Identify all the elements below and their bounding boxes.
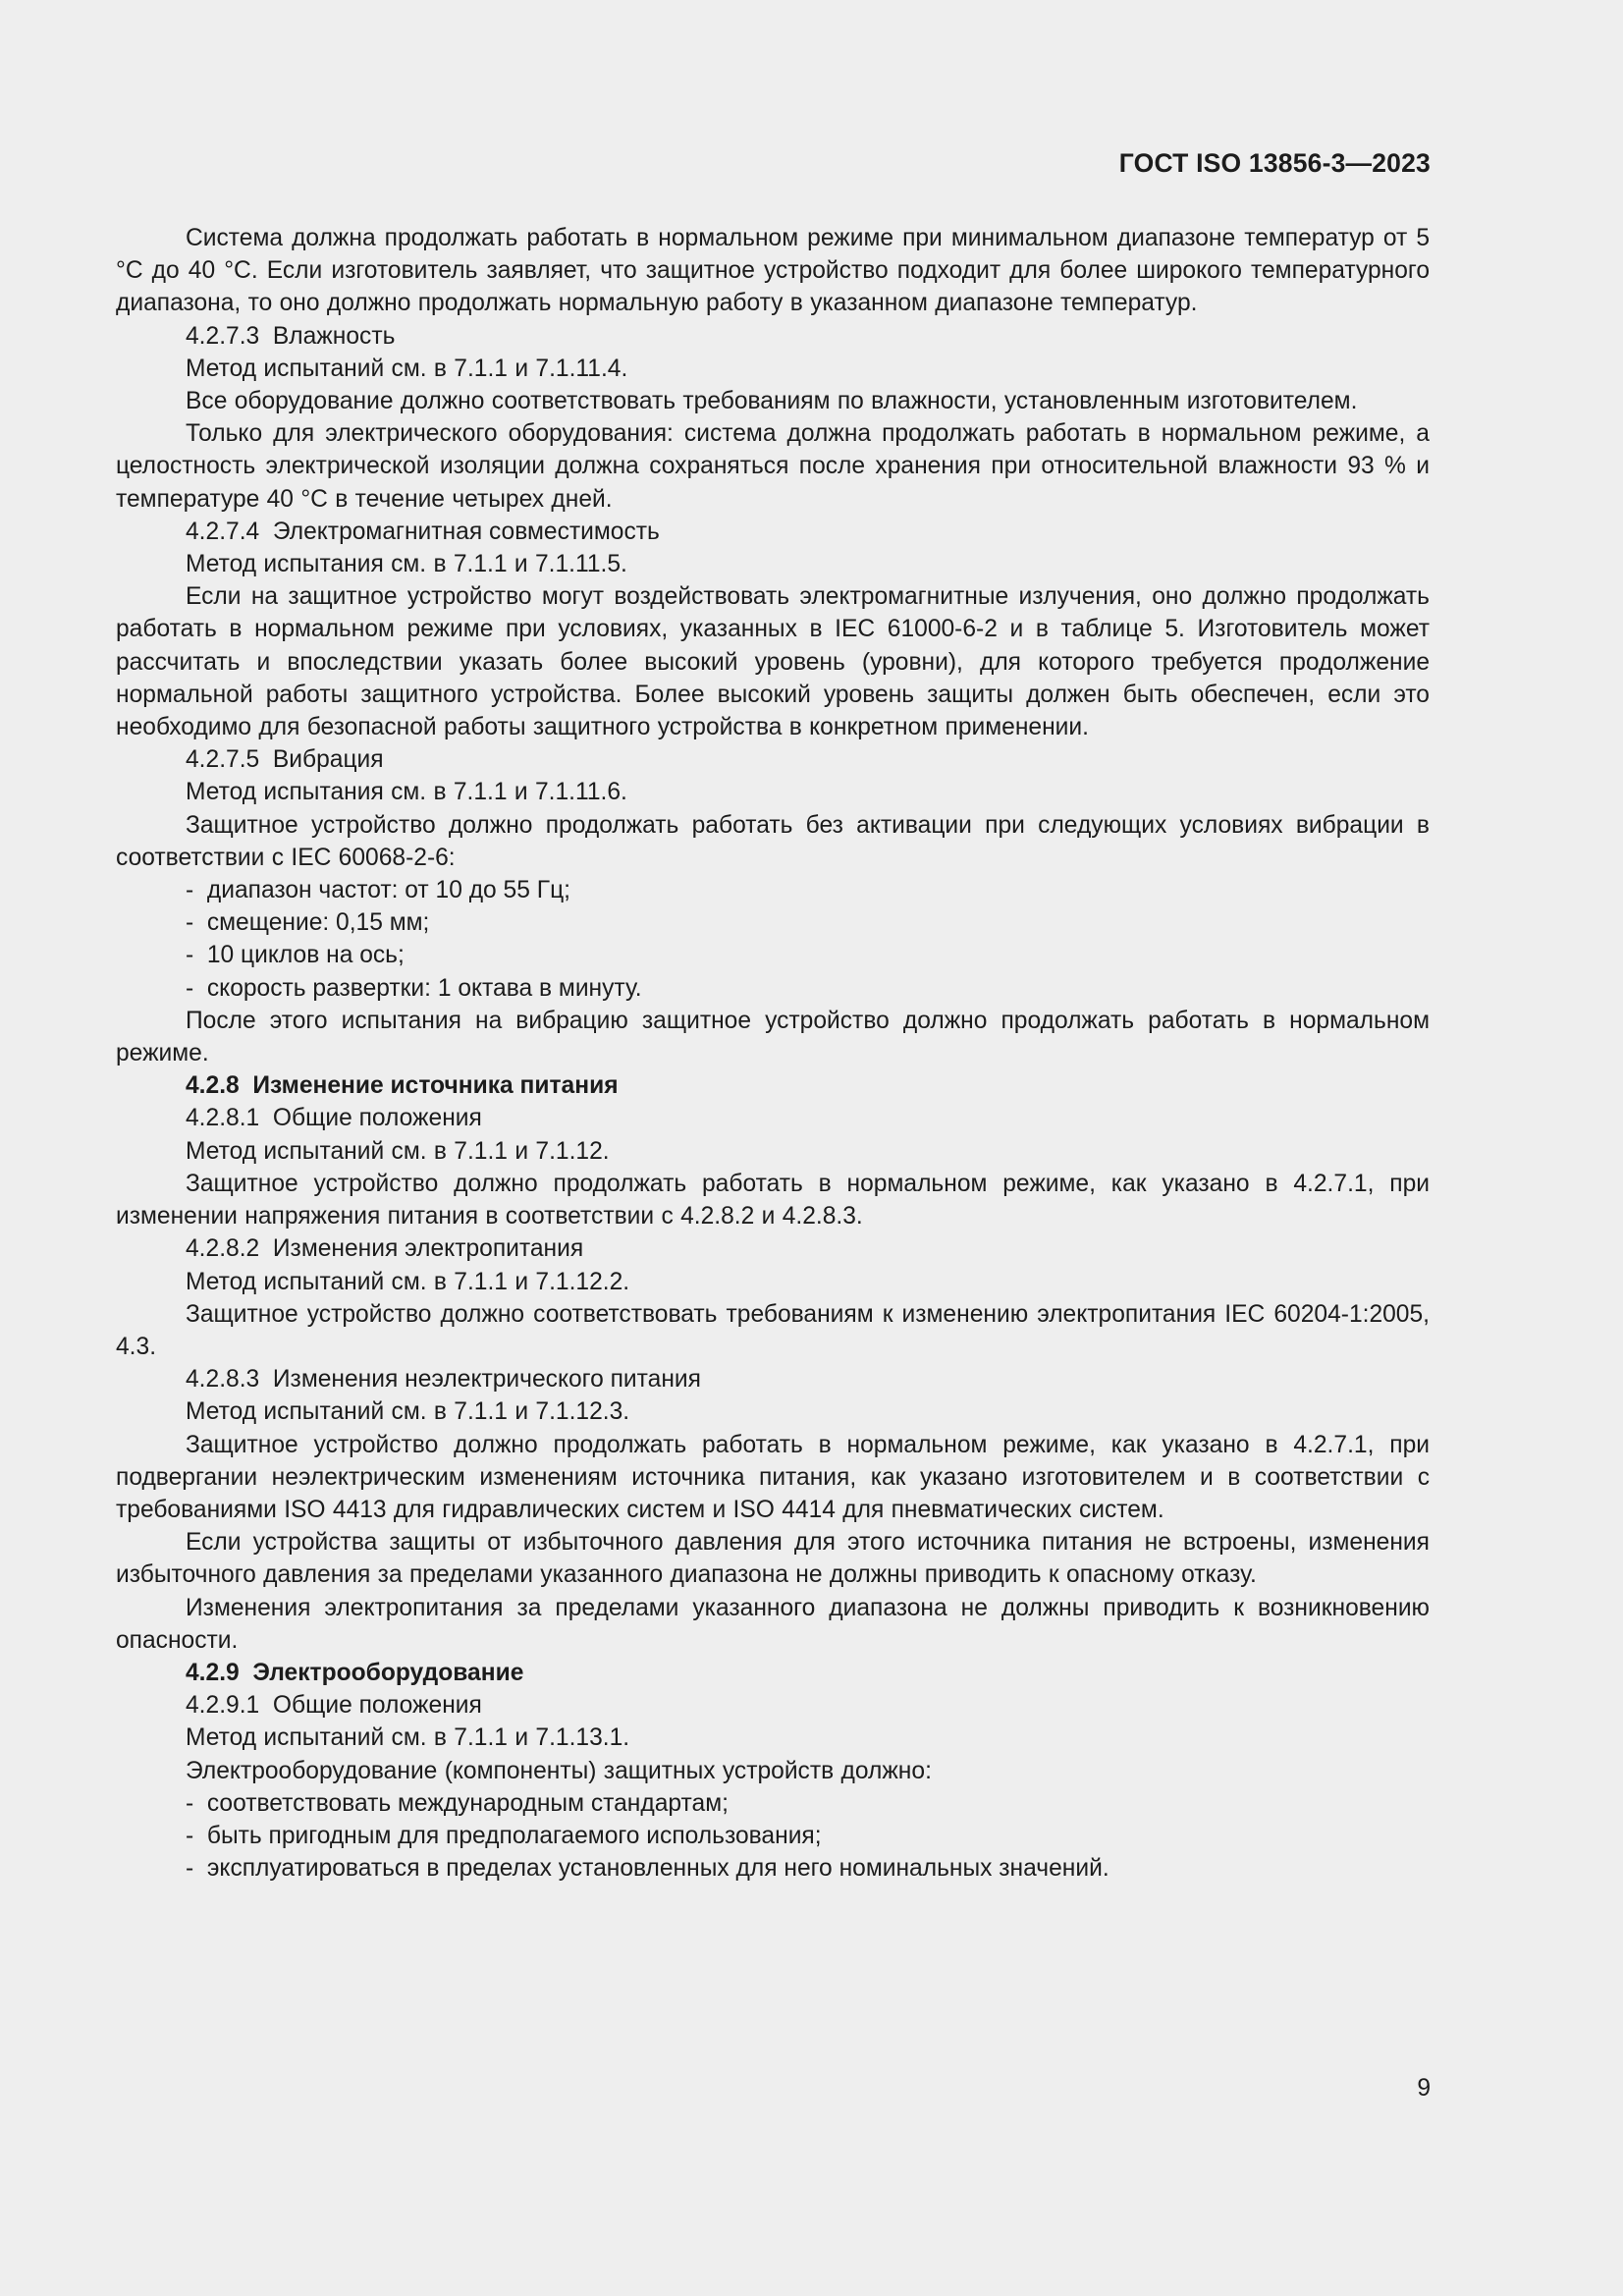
list-item: - эксплуатироваться в пределах установленных для него номинальных значений.	[186, 1855, 1109, 1883]
section-heading: 4.2.8 Изменение источника питания	[186, 1072, 619, 1100]
subsection-heading: 4.2.7.3 Влажность	[186, 322, 396, 350]
list-item: - смещение: 0,15 мм;	[186, 909, 430, 937]
paragraph: Если на защитное устройство могут воздействовать электромагнитные излучения, оно должно продолжать работать в нормальном режиме при условиях, указанных в IEC 61000-6-2 и в таблице 5. Изготовитель может рассчитать и впоследствии указать более высокий уровень (уровни), для которого требуется продолжение нормальной работы защитного устройства. Более высокий уровень защиты должен быть обеспечен, если это необходимо для безопасной работы защитного устройства в конкретном применении.	[116, 583, 1430, 741]
list-item: - скорость развертки: 1 октава в минуту.	[186, 974, 642, 1002]
paragraph: Электрооборудование (компоненты) защитных устройств должно:	[186, 1757, 932, 1784]
subsection-heading: 4.2.8.3 Изменения неэлектрического питания	[186, 1366, 701, 1394]
paragraph: После этого испытания на вибрацию защитное устройство должно продолжать работать в нормальном режиме.	[116, 1007, 1430, 1067]
paragraph: Защитное устройство должно продолжать работать в нормальном режиме, как указано в 4.2.7.1, при подвергании неэлектрическим изменениям источника питания, как указано изготовителем и в соответствии с требованиями ISO 4413 для гидравлических систем и ISO 4414 для пневматических систем.	[116, 1431, 1430, 1523]
paragraph: Защитное устройство должно продолжать работать в нормальном режиме, как указано в 4.2.7.1, при изменении напряжения питания в соответствии с 4.2.8.2 и 4.2.8.3.	[116, 1170, 1430, 1230]
paragraph: Система должна продолжать работать в нормальном режиме при минимальном диапазоне температур от 5 °С до 40 °С. Если изготовитель заявляет, что защитное устройство подходит для более широкого температурного диапазона, то оно должно продолжать нормальную работу в указанном диапазоне температур.	[116, 225, 1430, 317]
paragraph: Метод испытаний см. в 7.1.1 и 7.1.12.	[186, 1137, 610, 1165]
paragraph: Метод испытания см. в 7.1.1 и 7.1.11.6.	[186, 779, 627, 806]
paragraph: Метод испытаний см. в 7.1.1 и 7.1.12.2.	[186, 1268, 630, 1295]
subsection-heading: 4.2.8.2 Изменения электропитания	[186, 1235, 584, 1263]
paragraph: Если устройства защиты от избыточного давления для этого источника питания не встроены, изменения избыточного давления за пределами указанного диапазона не должны приводить к опасному отказу.	[116, 1529, 1430, 1589]
list-item: - диапазон частот: от 10 до 55 Гц;	[186, 877, 570, 904]
page-number: 9	[1417, 2075, 1431, 2102]
paragraph: Только для электрического оборудования: система должна продолжать работать в нормальном режиме, а целостность электрической изоляции должна сохраняться после хранения при относительной влажности 93 % и температуре 40 °С в течение четырех дней.	[116, 420, 1430, 513]
paragraph: Метод испытания см. в 7.1.1 и 7.1.11.5.	[186, 551, 627, 578]
paragraph: Защитное устройство должно продолжать работать без активации при следующих условиях вибрации в соответствии с IEC 60068-2-6:	[116, 811, 1430, 871]
subsection-heading: 4.2.8.1 Общие положения	[186, 1105, 482, 1132]
document-body	[116, 222, 1430, 1885]
list-item: - 10 циклов на ось;	[186, 942, 405, 969]
paragraph: Защитное устройство должно соответствовать требованиям к изменению электропитания IEC 60204-1:2005, 4.3.	[116, 1300, 1430, 1360]
document-header: ГОСТ ISO 13856-3—2023	[1118, 148, 1431, 178]
paragraph: Изменения электропитания за пределами указанного диапазона не должны приводить к возникновению опасности.	[116, 1594, 1430, 1654]
list-item: - быть пригодным для предполагаемого использования;	[186, 1822, 822, 1849]
paragraph: Все оборудование должно соответствовать требованиям по влажности, установленным изготовителем.	[186, 388, 1358, 415]
subsection-heading: 4.2.7.4 Электромагнитная совместимость	[186, 518, 660, 545]
paragraph: Метод испытаний см. в 7.1.1 и 7.1.13.1.	[186, 1724, 630, 1752]
list-item: - соответствовать международным стандартам;	[186, 1789, 729, 1817]
section-heading: 4.2.9 Электрооборудование	[186, 1659, 524, 1686]
paragraph: Метод испытаний см. в 7.1.1 и 7.1.12.3.	[186, 1398, 630, 1426]
subsection-heading: 4.2.9.1 Общие положения	[186, 1692, 482, 1720]
paragraph: Метод испытаний см. в 7.1.1 и 7.1.11.4.	[186, 355, 628, 382]
subsection-heading: 4.2.7.5 Вибрация	[186, 746, 384, 774]
